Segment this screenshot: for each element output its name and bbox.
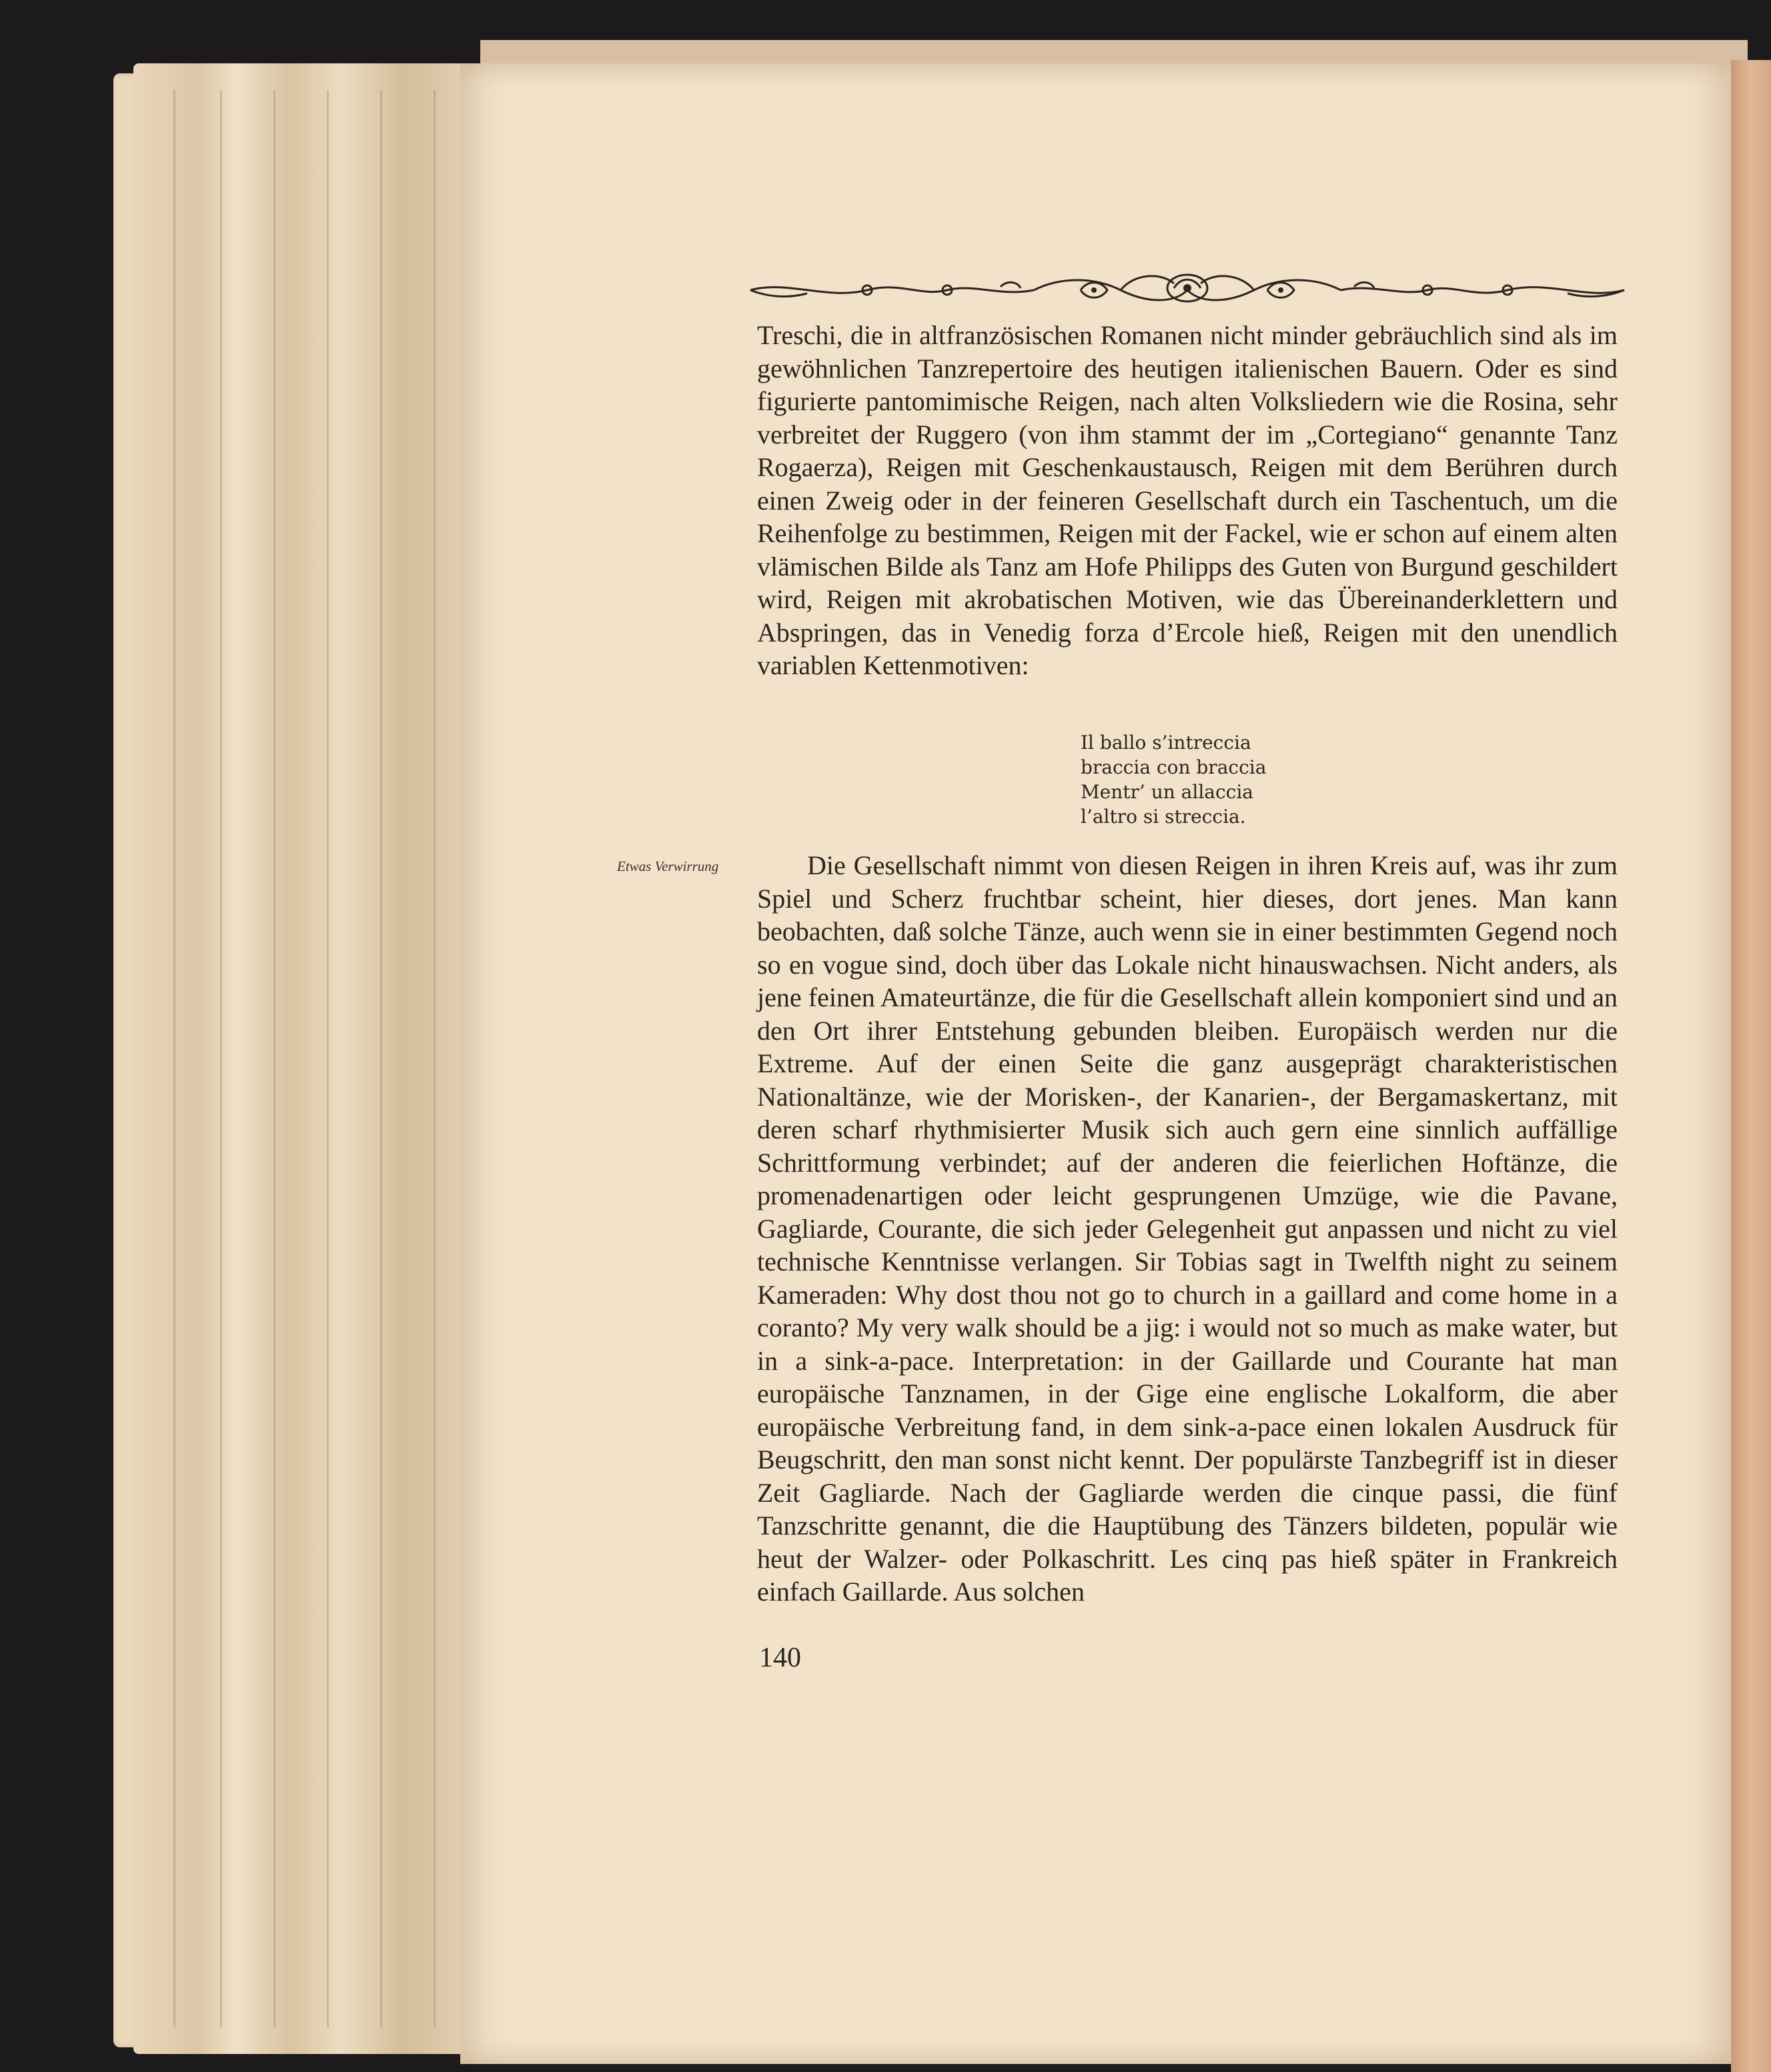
verse-line: braccia con braccia [1081, 756, 1267, 778]
body-paragraph-1 [757, 319, 1618, 682]
verse-line: l’altro si streccia. [1081, 806, 1246, 828]
paragraph-2-text: Die Gesellschaft nimmt von diesen Reigen in ihren Kreis auf, was ihr zum Spiel und Scherz fruchtbar scheint, hier dieses, dort jenes. Man kann beobachten, daß solche Tänze, auch wenn sie in einer bestimmten Gegend noch so en vogue sind, doch über das Lokale nicht hinauswachsen. Nicht anders, als jene feinen Amateurtänze, die für die Gesellschaft allein komponiert sind und an den Ort ihrer Entstehung gebunden bleiben. Europäisch werden nur die Extreme. Auf der einen Seite die ganz ausgeprägt charakteristischen Nationaltänze, wie der Morisken-, der Kanarien-, der Bergamaskertanz, mit deren scharf rhythmisierter Musik sich auch gern eine sinnlich auffällige Schrittformung verbindet; auf der anderen die feierlichen Hoftänze, die promenadenartigen oder leicht gesprungenen Umzüge, wie die Pavane, Gagliarde, Courante, die sich jeder Gelegenheit gut anpassen und nicht zu viel technische Kenntnisse verlangen. Sir Tobias sagt in Twelfth night zu seinem Kameraden: Why dost thou not go to church in a gaillard and come home in a coranto? My very walk should be a jig: i would not so much as make water, but in a sink-a-pace. Interpretation: in der Gaillarde und Courante hat man europäische Tanznamen, in der Gige eine englische Lokalform, die aber europäische Verbreitung fand, in dem sink-a-pace einen lokalen Ausdruck für Beugschritt, den man sonst nicht kennt. Der populärste Tanzbegriff ist in dieser Zeit Gagliarde. Nach der Gagliarde werden die cinque passi, die fünf Tanzschritte genannt, die die Hauptübung des Tänzers bildeten, populär wie heut der Walzer- oder Polkaschritt. Les cinq pas hieß später in Frankreich einfach Gaillarde. Aus solchen [757, 850, 1618, 1607]
body-paragraph-2 [757, 849, 1618, 1609]
marginal-note: Etwas Verwirrung [617, 858, 719, 874]
page-number: 140 [759, 1643, 801, 1673]
paragraph-1-text: Treschi, die in altfranzösischen Romanen nicht minder gebräuchlich sind als im gewöhnlichen Tanzrepertoire des heutigen italienischen Bauern. Oder es sind figurierte pantomimische Reigen, nach alten Volksliedern wie die Rosina, sehr verbreitet der Ruggero (von ihm stammt der im „Cortegiano“ genannte Tanz Rogaerza), Reigen mit Geschenkaustausch, Reigen mit dem Berühren durch einen Zweig oder in der feineren Gesellschaft durch ein Taschentuch, um die Reihenfolge zu bestimmen, Reigen mit der Fackel, wie er schon auf einem alten vlämischen Bilde als Tanz am Hofe Philipps des Guten von Burgund geschildert wird, Reigen mit akrobatischen Motiven, wie das Übereinanderklettern und Abspringen, das in Venedig forza d’Ercole hieß, Reigen mit den unendlich variablen Kettenmotiven: [757, 320, 1618, 680]
verse-line: Il ballo s’intreccia [1081, 732, 1251, 754]
verse-quote [1081, 730, 1414, 829]
verse-line: Mentr’ un allaccia [1081, 781, 1253, 803]
floral-headpiece-ornament [747, 267, 1628, 313]
page-stack-fore-edge [133, 63, 480, 2054]
facing-page-edge [1731, 60, 1771, 2072]
